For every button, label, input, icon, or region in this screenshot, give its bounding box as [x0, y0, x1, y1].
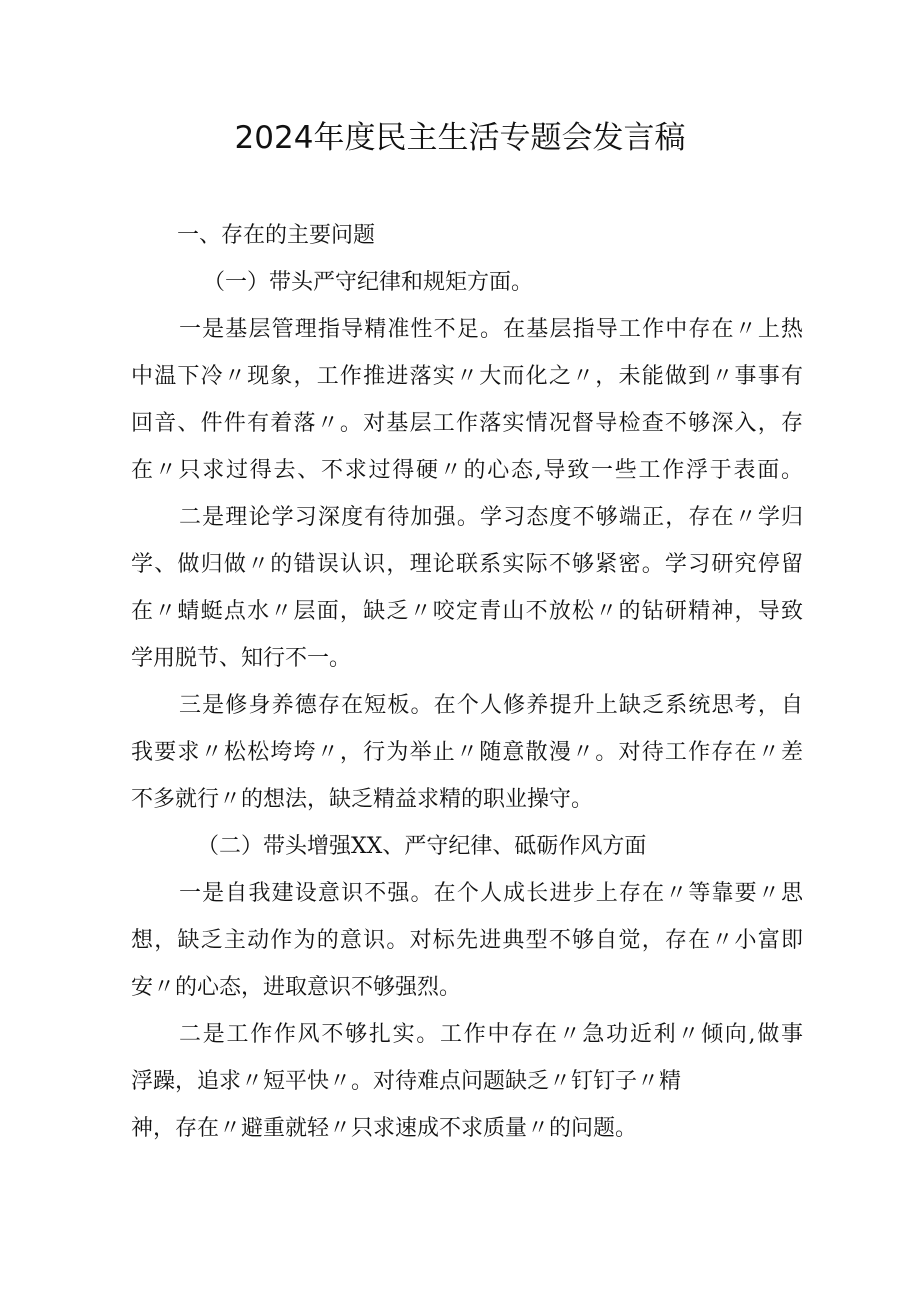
- subsection-heading: （二）带头增强XX、严守纪律、砥砺作风方面: [197, 834, 647, 859]
- paragraph: [131, 494, 803, 682]
- paragraph-line: 浮躁，追求〃短平快〃。对待难点问题缺乏〃钉钉子〃精: [131, 1069, 682, 1094]
- document-title: 2024年度民主生活专题会发言稿: [234, 120, 686, 156]
- paragraph-line: 想，缺乏主动作为的意识。对标先进典型不够自觉，存在〃小富即: [131, 928, 803, 953]
- paragraph-line: 三是修身养德存在短板。在个人修养提升上缺乏系统思考，自: [179, 693, 803, 718]
- paragraph-line: 在〃蜻蜓点水〃层面，缺乏〃咬定青山不放松〃的钻研精神，导致: [131, 599, 803, 624]
- paragraph-line: 一是基层管理指导精准性不足。在基层指导工作中存在〃上热: [179, 317, 803, 342]
- paragraph: [131, 1011, 803, 1152]
- subsection-heading: （一）带头严守纪律和规矩方面。: [203, 270, 534, 295]
- paragraph-line: 二是理论学习深度有待加强。学习态度不够端正，存在〃学归: [179, 505, 803, 530]
- paragraph-line: 一是自我建设意识不强。在个人成长进步上存在〃等靠要〃思: [179, 881, 803, 906]
- paragraph-line: 安〃的心态，进取意识不够强烈。: [131, 975, 462, 1000]
- paragraph-line: 我要求〃松松垮垮〃，行为举止〃随意散漫〃。对待工作存在〃差: [131, 740, 803, 765]
- paragraph-line: 中温下冷〃现象，工作推进落实〃大而化之〃，未能做到〃事事有: [131, 364, 803, 389]
- paragraph: [131, 306, 803, 494]
- paragraph-line: 学用脱节、知行不一。: [131, 646, 352, 671]
- paragraph: [131, 682, 803, 823]
- paragraph-line: 回音、件件有着落〃。对基层工作落实情况督导检查不够深入，存: [131, 411, 803, 436]
- paragraph-line: 二是工作作风不够扎实。工作中存在〃急功近利〃倾向,做事: [179, 1022, 803, 1047]
- paragraph-line: 在〃只求过得去、不求过得硬〃的心态,导致一些工作浮于表面。: [131, 458, 803, 483]
- document-body: [131, 212, 803, 1152]
- paragraph-line: 神，存在〃避重就轻〃只求速成不求质量〃的问题。: [131, 1116, 638, 1141]
- paragraph-line: 学、做归做〃的错误认识，理论联系实际不够紧密。学习研究停留: [131, 552, 803, 577]
- section-heading: 一、存在的主要问题: [177, 223, 376, 248]
- paragraph: [131, 870, 803, 1011]
- paragraph-line: 不多就行〃的想法，缺乏精益求精的职业操守。: [131, 787, 594, 812]
